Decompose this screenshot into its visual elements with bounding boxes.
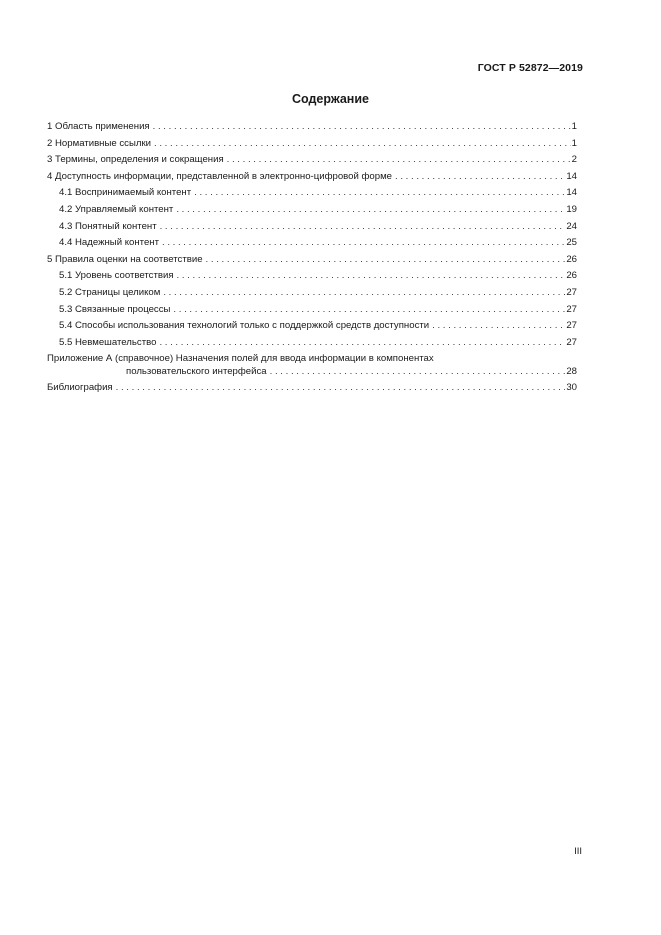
toc-entry-appendix[interactable] bbox=[47, 351, 577, 380]
toc-entry-page: 25 bbox=[566, 237, 577, 249]
toc-entry-page: 27 bbox=[566, 303, 577, 315]
toc-entry-page: 27 bbox=[566, 320, 577, 332]
toc-entry-label-continued: пользовательского интерфейса bbox=[126, 366, 267, 378]
toc-leader-dots bbox=[270, 365, 566, 378]
page-number: III bbox=[574, 846, 582, 857]
toc-entry[interactable] bbox=[47, 185, 577, 202]
toc-entry-label: 5.5 Невмешательство bbox=[59, 336, 157, 348]
document-header: ГОСТ Р 52872—2019 bbox=[477, 62, 583, 74]
toc-entry[interactable] bbox=[47, 268, 577, 285]
toc-entry-page: 19 bbox=[566, 203, 577, 215]
toc-entry-label: 4 Доступность информации, представленной в электронно-цифровой форме bbox=[47, 170, 392, 182]
toc-leader-dots bbox=[153, 119, 571, 136]
toc-entry[interactable] bbox=[47, 335, 577, 352]
toc-rows bbox=[47, 119, 577, 351]
toc-leader-dots bbox=[227, 152, 571, 169]
toc-leader-dots bbox=[432, 318, 565, 335]
toc-entry-page: 27 bbox=[566, 336, 577, 348]
toc-entry[interactable] bbox=[47, 119, 577, 136]
toc-entry[interactable] bbox=[47, 169, 577, 186]
toc-entry[interactable] bbox=[47, 136, 577, 153]
toc-entry[interactable] bbox=[47, 285, 577, 302]
toc-entry-page: 27 bbox=[566, 286, 577, 298]
toc-entry-label: 5.2 Страницы целиком bbox=[59, 286, 161, 298]
toc-entry[interactable] bbox=[47, 318, 577, 335]
toc-leader-dots bbox=[163, 285, 565, 302]
toc-entry-label: 5 Правила оценки на соответствие bbox=[47, 253, 203, 265]
toc-leader-dots bbox=[160, 219, 566, 236]
toc-leader-dots bbox=[194, 185, 565, 202]
toc-leader-dots bbox=[206, 252, 566, 269]
toc-entry-page: 14 bbox=[566, 187, 577, 199]
toc-entry-page: 14 bbox=[566, 170, 577, 182]
toc-entry-label: 4.4 Надежный контент bbox=[59, 237, 159, 249]
toc-leader-dots bbox=[177, 268, 566, 285]
toc-leader-dots bbox=[116, 380, 566, 397]
toc-entry-page: 1 bbox=[571, 137, 577, 149]
toc-entry-label: 4.3 Понятный контент bbox=[59, 220, 157, 232]
toc-entry-label: 5.4 Способы использования технологий только с поддержкой средств доступности bbox=[59, 320, 430, 332]
toc-entry-page: 28 bbox=[566, 366, 577, 378]
toc-entry-page: 24 bbox=[566, 220, 577, 232]
toc-entry-page: 1 bbox=[571, 121, 577, 132]
toc-entry-page: 26 bbox=[566, 270, 577, 282]
toc-entry[interactable] bbox=[47, 202, 577, 219]
table-of-contents bbox=[47, 119, 577, 397]
toc-leader-dots bbox=[154, 136, 571, 153]
toc-leader-dots bbox=[176, 202, 565, 219]
toc-entry-bibliography[interactable] bbox=[47, 380, 577, 397]
toc-entry[interactable] bbox=[47, 219, 577, 236]
toc-leader-dots bbox=[159, 335, 565, 352]
toc-entry-label: Приложение А (справочное) Назначения полей для ввода информации в компонентах bbox=[47, 353, 434, 365]
toc-entry-label: Библиография bbox=[47, 382, 113, 394]
toc-entry-label: 3 Термины, определения и сокращения bbox=[47, 154, 224, 166]
toc-leader-dots bbox=[162, 235, 565, 252]
toc-leader-dots bbox=[395, 169, 565, 186]
toc-entry-label: 4.1 Воспринимаемый контент bbox=[59, 187, 192, 199]
page-title: Содержание bbox=[291, 92, 369, 106]
toc-entry-label: 2 Нормативные ссылки bbox=[47, 137, 152, 149]
toc-leader-dots bbox=[173, 302, 565, 319]
toc-entry-label: 4.2 Управляемый контент bbox=[59, 203, 174, 215]
toc-entry[interactable] bbox=[47, 302, 577, 319]
toc-entry-page: 26 bbox=[566, 253, 577, 265]
toc-entry-label: 1 Область применения bbox=[47, 121, 150, 132]
toc-entry-label: 5.3 Связанные процессы bbox=[59, 303, 171, 315]
toc-entry[interactable] bbox=[47, 152, 577, 169]
toc-entry[interactable] bbox=[47, 252, 577, 269]
toc-entry-page: 2 bbox=[571, 154, 577, 166]
toc-entry-label: 5.1 Уровень соответствия bbox=[59, 270, 174, 282]
toc-entry[interactable] bbox=[47, 235, 577, 252]
toc-entry-page: 30 bbox=[566, 382, 577, 394]
